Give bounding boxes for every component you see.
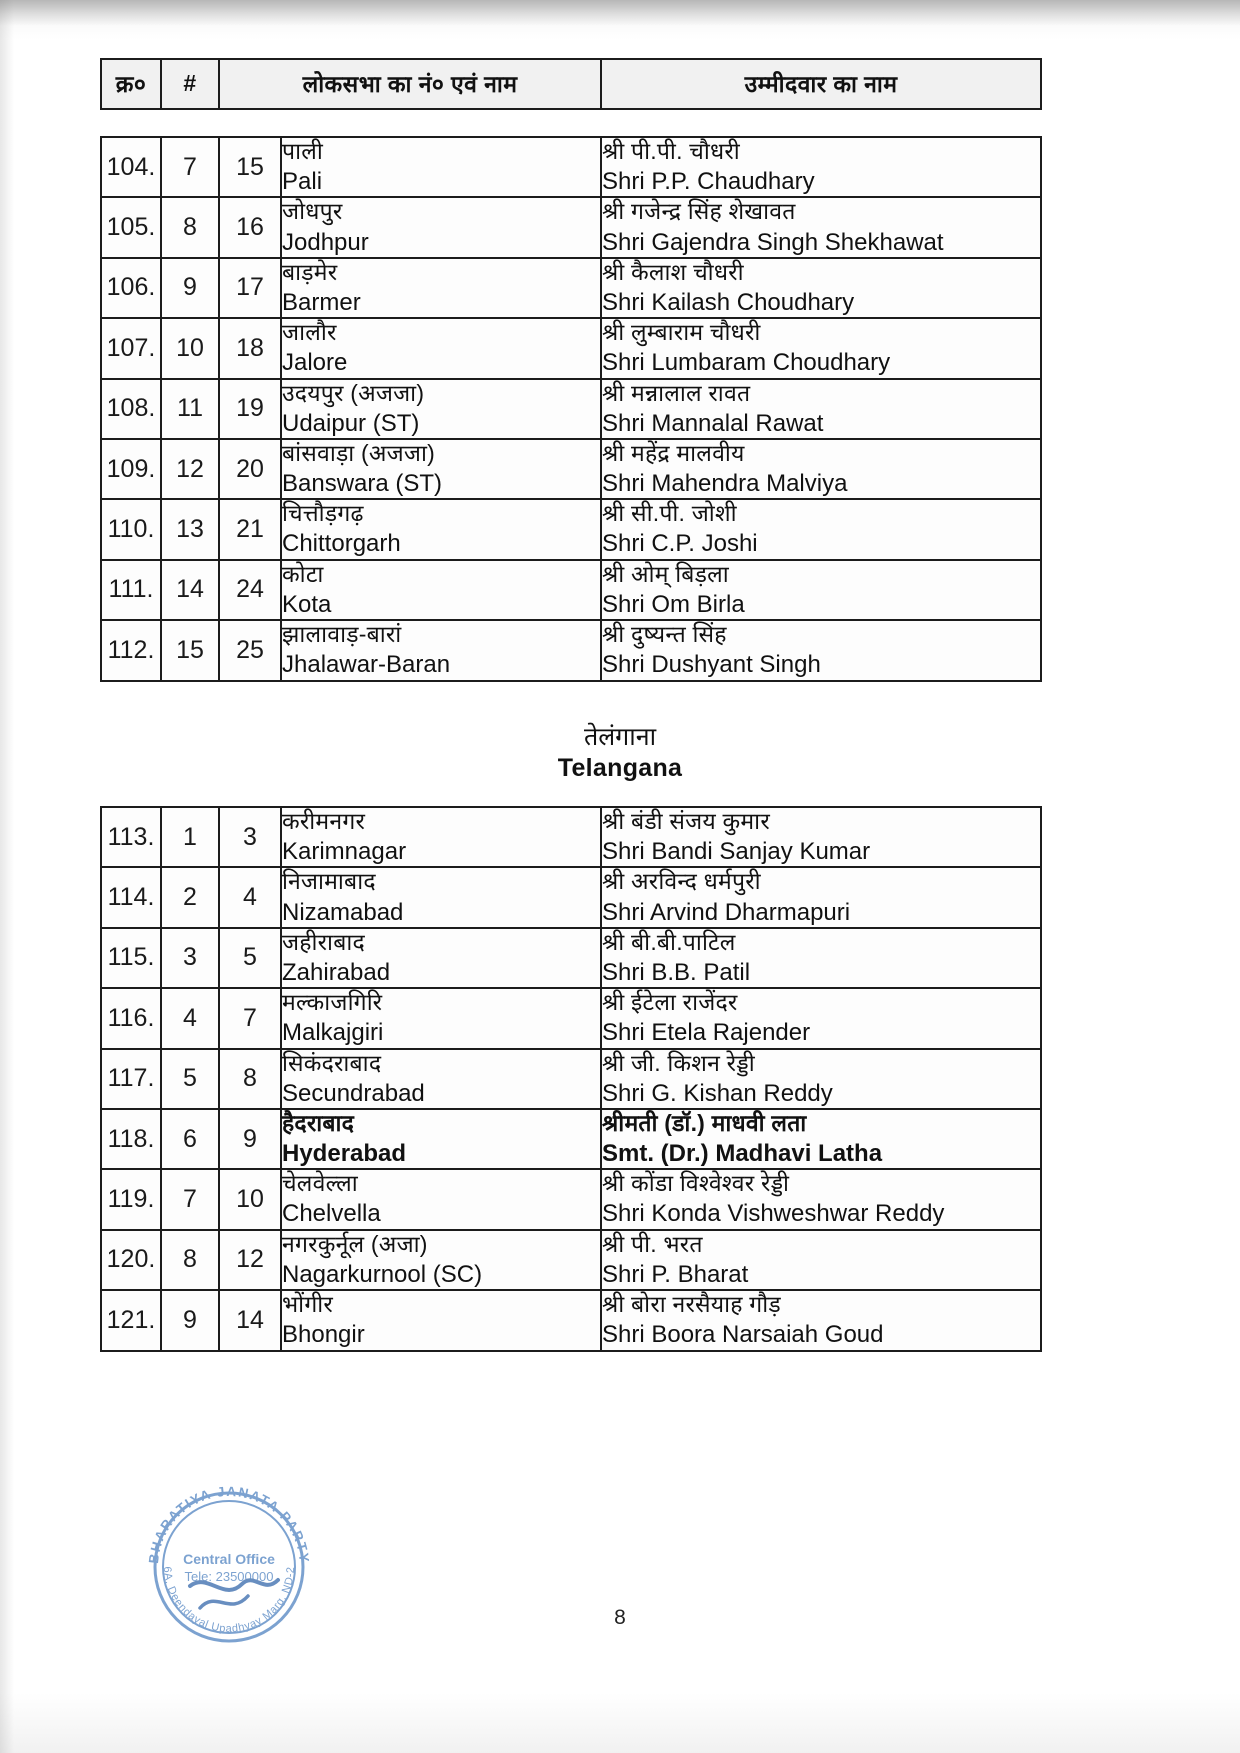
candidate-name-english: Shri Lumbaram Choudhary: [602, 349, 891, 377]
candidate-name-english: Smt. (Dr.) Madhavi Latha: [602, 1140, 883, 1168]
cell-candidate-name: [601, 499, 1041, 559]
svg-text:Central Office: Central Office: [183, 1551, 275, 1567]
cell-constituency-name: [281, 1049, 601, 1109]
state-heading-telangana: [0, 722, 1240, 785]
cell-state-index: 8: [161, 1230, 219, 1290]
cell-serial-number: 104.: [101, 137, 161, 197]
cell-constituency-name: [281, 439, 601, 499]
cell-candidate-name: [601, 620, 1041, 680]
cell-constituency-number: 9: [219, 1109, 281, 1169]
table-row: [101, 928, 1041, 988]
header-cell-seat: लोकसभा का नं० एवं नाम: [219, 59, 601, 109]
candidate-name-hindi: श्री सी.पी. जोशी: [602, 500, 737, 527]
constituency-name-hindi: उदयपुर (अजजा): [282, 379, 425, 406]
cell-constituency-number: 10: [219, 1169, 281, 1229]
candidate-name-hindi: श्री कोंडा विश्वेश्वर रेड्डी: [602, 1170, 790, 1197]
cell-state-index: 3: [161, 928, 219, 988]
candidate-name-english: Shri B.B. Patil: [602, 958, 751, 986]
candidate-name-hindi: श्री बंडी संजय कुमार: [602, 808, 770, 835]
header-row: [101, 59, 1041, 109]
table-row: [101, 1230, 1041, 1290]
cell-state-index: 12: [161, 439, 219, 499]
table-row: [101, 1049, 1041, 1109]
cell-constituency-number: 4: [219, 867, 281, 927]
constituency-name-english: Malkajgiri: [282, 1019, 384, 1047]
constituency-name-english: Udaipur (ST): [282, 409, 420, 437]
cell-serial-number: 121.: [101, 1290, 161, 1350]
cell-serial-number: 109.: [101, 439, 161, 499]
constituency-name-hindi: बाड़मेर: [282, 258, 338, 285]
cell-constituency-name: [281, 867, 601, 927]
candidate-name-hindi: श्री अरविन्द धर्मपुरी: [602, 868, 761, 895]
cell-constituency-name: [281, 928, 601, 988]
constituency-name-hindi: निजामाबाद: [282, 868, 376, 895]
cell-state-index: 14: [161, 560, 219, 620]
table-row: [101, 807, 1041, 867]
candidate-name-hindi: श्रीमती (डॉ.) माधवी लता: [602, 1109, 807, 1136]
candidate-name-hindi: श्री बी.बी.पाटिल: [602, 928, 736, 955]
cell-constituency-number: 21: [219, 499, 281, 559]
constituency-name-hindi: बांसवाड़ा (अजजा): [282, 439, 436, 466]
cell-constituency-name: [281, 258, 601, 318]
candidate-name-hindi: श्री ईटेला राजेंदर: [602, 989, 738, 1016]
cell-state-index: 6: [161, 1109, 219, 1169]
cell-serial-number: 113.: [101, 807, 161, 867]
page-number: 8: [614, 1606, 626, 1629]
cell-constituency-name: [281, 499, 601, 559]
candidate-name-english: Shri C.P. Joshi: [602, 530, 758, 558]
cell-state-index: 10: [161, 318, 219, 378]
cell-candidate-name: [601, 1169, 1041, 1229]
table-row: [101, 258, 1041, 318]
cell-state-index: 7: [161, 137, 219, 197]
cell-constituency-name: [281, 1109, 601, 1169]
table-row: [101, 137, 1041, 197]
cell-constituency-name: [281, 988, 601, 1048]
constituency-name-english: Bhongir: [282, 1321, 365, 1349]
table-row: [101, 499, 1041, 559]
cell-candidate-name: [601, 258, 1041, 318]
cell-constituency-number: 25: [219, 620, 281, 680]
cell-candidate-name: [601, 928, 1041, 988]
candidate-table-section-1: [100, 806, 1042, 1352]
table-row: [101, 988, 1041, 1048]
table-row: [101, 379, 1041, 439]
svg-text:6A, Deendayal Upadhyay Marg, N: 6A, Deendayal Upadhyay Marg, ND-2: [160, 1566, 298, 1636]
svg-text:BHARATIYA JANATA PARTY: BHARATIYA JANATA PARTY: [145, 1483, 313, 1565]
cell-state-index: 9: [161, 258, 219, 318]
candidate-name-hindi: श्री पी. भरत: [602, 1230, 703, 1257]
cell-serial-number: 116.: [101, 988, 161, 1048]
cell-constituency-name: [281, 807, 601, 867]
cell-constituency-number: 8: [219, 1049, 281, 1109]
cell-constituency-number: 19: [219, 379, 281, 439]
constituency-name-english: Nagarkurnool (SC): [282, 1260, 483, 1288]
constituency-name-english: Banswara (ST): [282, 470, 443, 498]
candidate-name-english: Shri Boora Narsaiah Goud: [602, 1321, 884, 1349]
cell-state-index: 7: [161, 1169, 219, 1229]
cell-constituency-name: [281, 1230, 601, 1290]
cell-serial-number: 117.: [101, 1049, 161, 1109]
cell-candidate-name: [601, 1109, 1041, 1169]
candidate-name-english: Shri P.P. Chaudhary: [602, 168, 815, 196]
cell-candidate-name: [601, 1290, 1041, 1350]
constituency-name-english: Secundrabad: [282, 1079, 425, 1107]
constituency-name-english: Chelvella: [282, 1200, 381, 1228]
cell-candidate-name: [601, 560, 1041, 620]
cell-constituency-number: 17: [219, 258, 281, 318]
cell-constituency-name: [281, 137, 601, 197]
candidate-name-hindi: श्री दुष्यन्त सिंह: [602, 621, 727, 648]
table-row: [101, 560, 1041, 620]
cell-constituency-number: 5: [219, 928, 281, 988]
cell-serial-number: 108.: [101, 379, 161, 439]
constituency-name-hindi: हैदराबाद: [282, 1109, 355, 1136]
cell-serial-number: 114.: [101, 867, 161, 927]
table-column-header: [100, 58, 1042, 110]
cell-constituency-number: 16: [219, 197, 281, 257]
constituency-name-english: Jhalawar-Baran: [282, 651, 451, 679]
constituency-name-hindi: भोंगीर: [282, 1291, 334, 1318]
candidate-name-english: Shri Bandi Sanjay Kumar: [602, 838, 871, 866]
constituency-name-hindi: झालावाड़-बारां: [282, 621, 402, 648]
cell-constituency-name: [281, 1290, 601, 1350]
cell-state-index: 9: [161, 1290, 219, 1350]
cell-serial-number: 111.: [101, 560, 161, 620]
candidate-name-english: Shri Gajendra Singh Shekhawat: [602, 228, 944, 256]
candidate-name-english: Shri P. Bharat: [602, 1260, 749, 1288]
constituency-name-english: Zahirabad: [282, 958, 391, 986]
cell-candidate-name: [601, 988, 1041, 1048]
table-row: [101, 1290, 1041, 1350]
cell-constituency-name: [281, 379, 601, 439]
header-cell-candidate: उम्मीदवार का नाम: [601, 59, 1041, 109]
candidate-name-english: Shri Mahendra Malviya: [602, 470, 848, 498]
table-row: [101, 867, 1041, 927]
cell-constituency-number: 7: [219, 988, 281, 1048]
constituency-name-hindi: करीमनगर: [282, 808, 366, 835]
candidate-name-english: Shri Mannalal Rawat: [602, 409, 824, 437]
cell-serial-number: 107.: [101, 318, 161, 378]
cell-serial-number: 110.: [101, 499, 161, 559]
cell-candidate-name: [601, 379, 1041, 439]
cell-serial-number: 105.: [101, 197, 161, 257]
candidate-name-english: Shri Om Birla: [602, 590, 745, 618]
cell-serial-number: 120.: [101, 1230, 161, 1290]
cell-constituency-number: 24: [219, 560, 281, 620]
svg-text:Tele: 23500000: Tele: 23500000: [184, 1569, 274, 1584]
table-row: [101, 197, 1041, 257]
constituency-name-hindi: जहीराबाद: [282, 928, 365, 955]
candidate-name-hindi: श्री लुम्बाराम चौधरी: [602, 319, 761, 346]
constituency-name-english: Kota: [282, 590, 332, 618]
cell-constituency-number: 20: [219, 439, 281, 499]
constituency-name-hindi: सिकंदराबाद: [282, 1049, 382, 1076]
cell-candidate-name: [601, 439, 1041, 499]
constituency-name-english: Pali: [282, 168, 323, 196]
constituency-name-english: Chittorgarh: [282, 530, 401, 558]
cell-serial-number: 106.: [101, 258, 161, 318]
cell-state-index: 1: [161, 807, 219, 867]
constituency-name-hindi: नगरकुर्नूल (अजा): [282, 1230, 428, 1257]
constituency-name-english: Jalore: [282, 349, 348, 377]
table-body-section-1: [101, 807, 1041, 1351]
constituency-name-english: Barmer: [282, 288, 361, 316]
cell-state-index: 5: [161, 1049, 219, 1109]
candidate-name-english: Shri Dushyant Singh: [602, 651, 821, 679]
cell-state-index: 11: [161, 379, 219, 439]
constituency-name-english: Nizamabad: [282, 898, 404, 926]
cell-state-index: 13: [161, 499, 219, 559]
candidate-name-hindi: श्री महेंद्र मालवीय: [602, 439, 745, 466]
cell-serial-number: 118.: [101, 1109, 161, 1169]
candidate-name-english: Shri Konda Vishweshwar Reddy: [602, 1200, 945, 1228]
table-body-section-0: [101, 137, 1041, 681]
candidate-name-hindi: श्री कैलाश चौधरी: [602, 258, 744, 285]
constituency-name-hindi: कोटा: [282, 560, 324, 587]
cell-constituency-number: 18: [219, 318, 281, 378]
table-row: [101, 620, 1041, 680]
candidate-name-hindi: श्री गजेन्द्र सिंह शेखावत: [602, 198, 796, 225]
cell-constituency-name: [281, 318, 601, 378]
cell-candidate-name: [601, 867, 1041, 927]
cell-constituency-name: [281, 1169, 601, 1229]
cell-constituency-number: 3: [219, 807, 281, 867]
candidate-name-english: Shri Etela Rajender: [602, 1019, 811, 1047]
constituency-name-hindi: जोधपुर: [282, 198, 343, 225]
table-row: [101, 1109, 1041, 1169]
cell-state-index: 2: [161, 867, 219, 927]
cell-constituency-number: 14: [219, 1290, 281, 1350]
candidate-name-hindi: श्री मन्नालाल रावत: [602, 379, 751, 406]
cell-constituency-name: [281, 560, 601, 620]
cell-candidate-name: [601, 318, 1041, 378]
cell-candidate-name: [601, 197, 1041, 257]
candidate-name-english: Shri Arvind Dharmapuri: [602, 898, 851, 926]
table-row: [101, 1169, 1041, 1229]
candidate-name-english: Shri Kailash Choudhary: [602, 288, 855, 316]
candidate-name-hindi: श्री पी.पी. चौधरी: [602, 138, 740, 164]
constituency-name-english: Karimnagar: [282, 838, 407, 866]
table-row: [101, 439, 1041, 499]
cell-serial-number: 115.: [101, 928, 161, 988]
header-cell-hash: #: [161, 59, 219, 109]
header-cell-serial: क्र०: [101, 59, 161, 109]
cell-candidate-name: [601, 1049, 1041, 1109]
candidate-name-hindi: श्री जी. किशन रेड्डी: [602, 1049, 755, 1076]
cell-constituency-number: 15: [219, 137, 281, 197]
candidate-name-english: Shri G. Kishan Reddy: [602, 1079, 833, 1107]
constituency-name-english: Jodhpur: [282, 228, 369, 256]
cell-constituency-name: [281, 197, 601, 257]
constituency-name-hindi: पाली: [282, 138, 323, 164]
constituency-name-hindi: चेलवेल्ला: [282, 1170, 358, 1197]
cell-constituency-number: 12: [219, 1230, 281, 1290]
cell-candidate-name: [601, 807, 1041, 867]
constituency-name-hindi: मल्काजगिरि: [282, 989, 383, 1016]
cell-candidate-name: [601, 137, 1041, 197]
constituency-name-hindi: जालौर: [282, 319, 337, 346]
candidate-name-hindi: श्री बोरा नरसैयाह गौड़: [602, 1291, 781, 1318]
candidate-table-section-0: [100, 136, 1042, 682]
constituency-name-english: Hyderabad: [282, 1140, 407, 1168]
cell-constituency-name: [281, 620, 601, 680]
constituency-name-hindi: चित्तौड़गढ़: [282, 500, 364, 527]
table-row: [101, 318, 1041, 378]
state-name-hindi: तेलंगाना: [583, 722, 657, 751]
candidate-name-hindi: श्री ओम् बिड़ला: [602, 560, 729, 587]
cell-serial-number: 112.: [101, 620, 161, 680]
cell-state-index: 15: [161, 620, 219, 680]
cell-serial-number: 119.: [101, 1169, 161, 1229]
cell-state-index: 4: [161, 988, 219, 1048]
state-name-english: Telangana: [557, 753, 683, 782]
cell-candidate-name: [601, 1230, 1041, 1290]
cell-state-index: 8: [161, 197, 219, 257]
